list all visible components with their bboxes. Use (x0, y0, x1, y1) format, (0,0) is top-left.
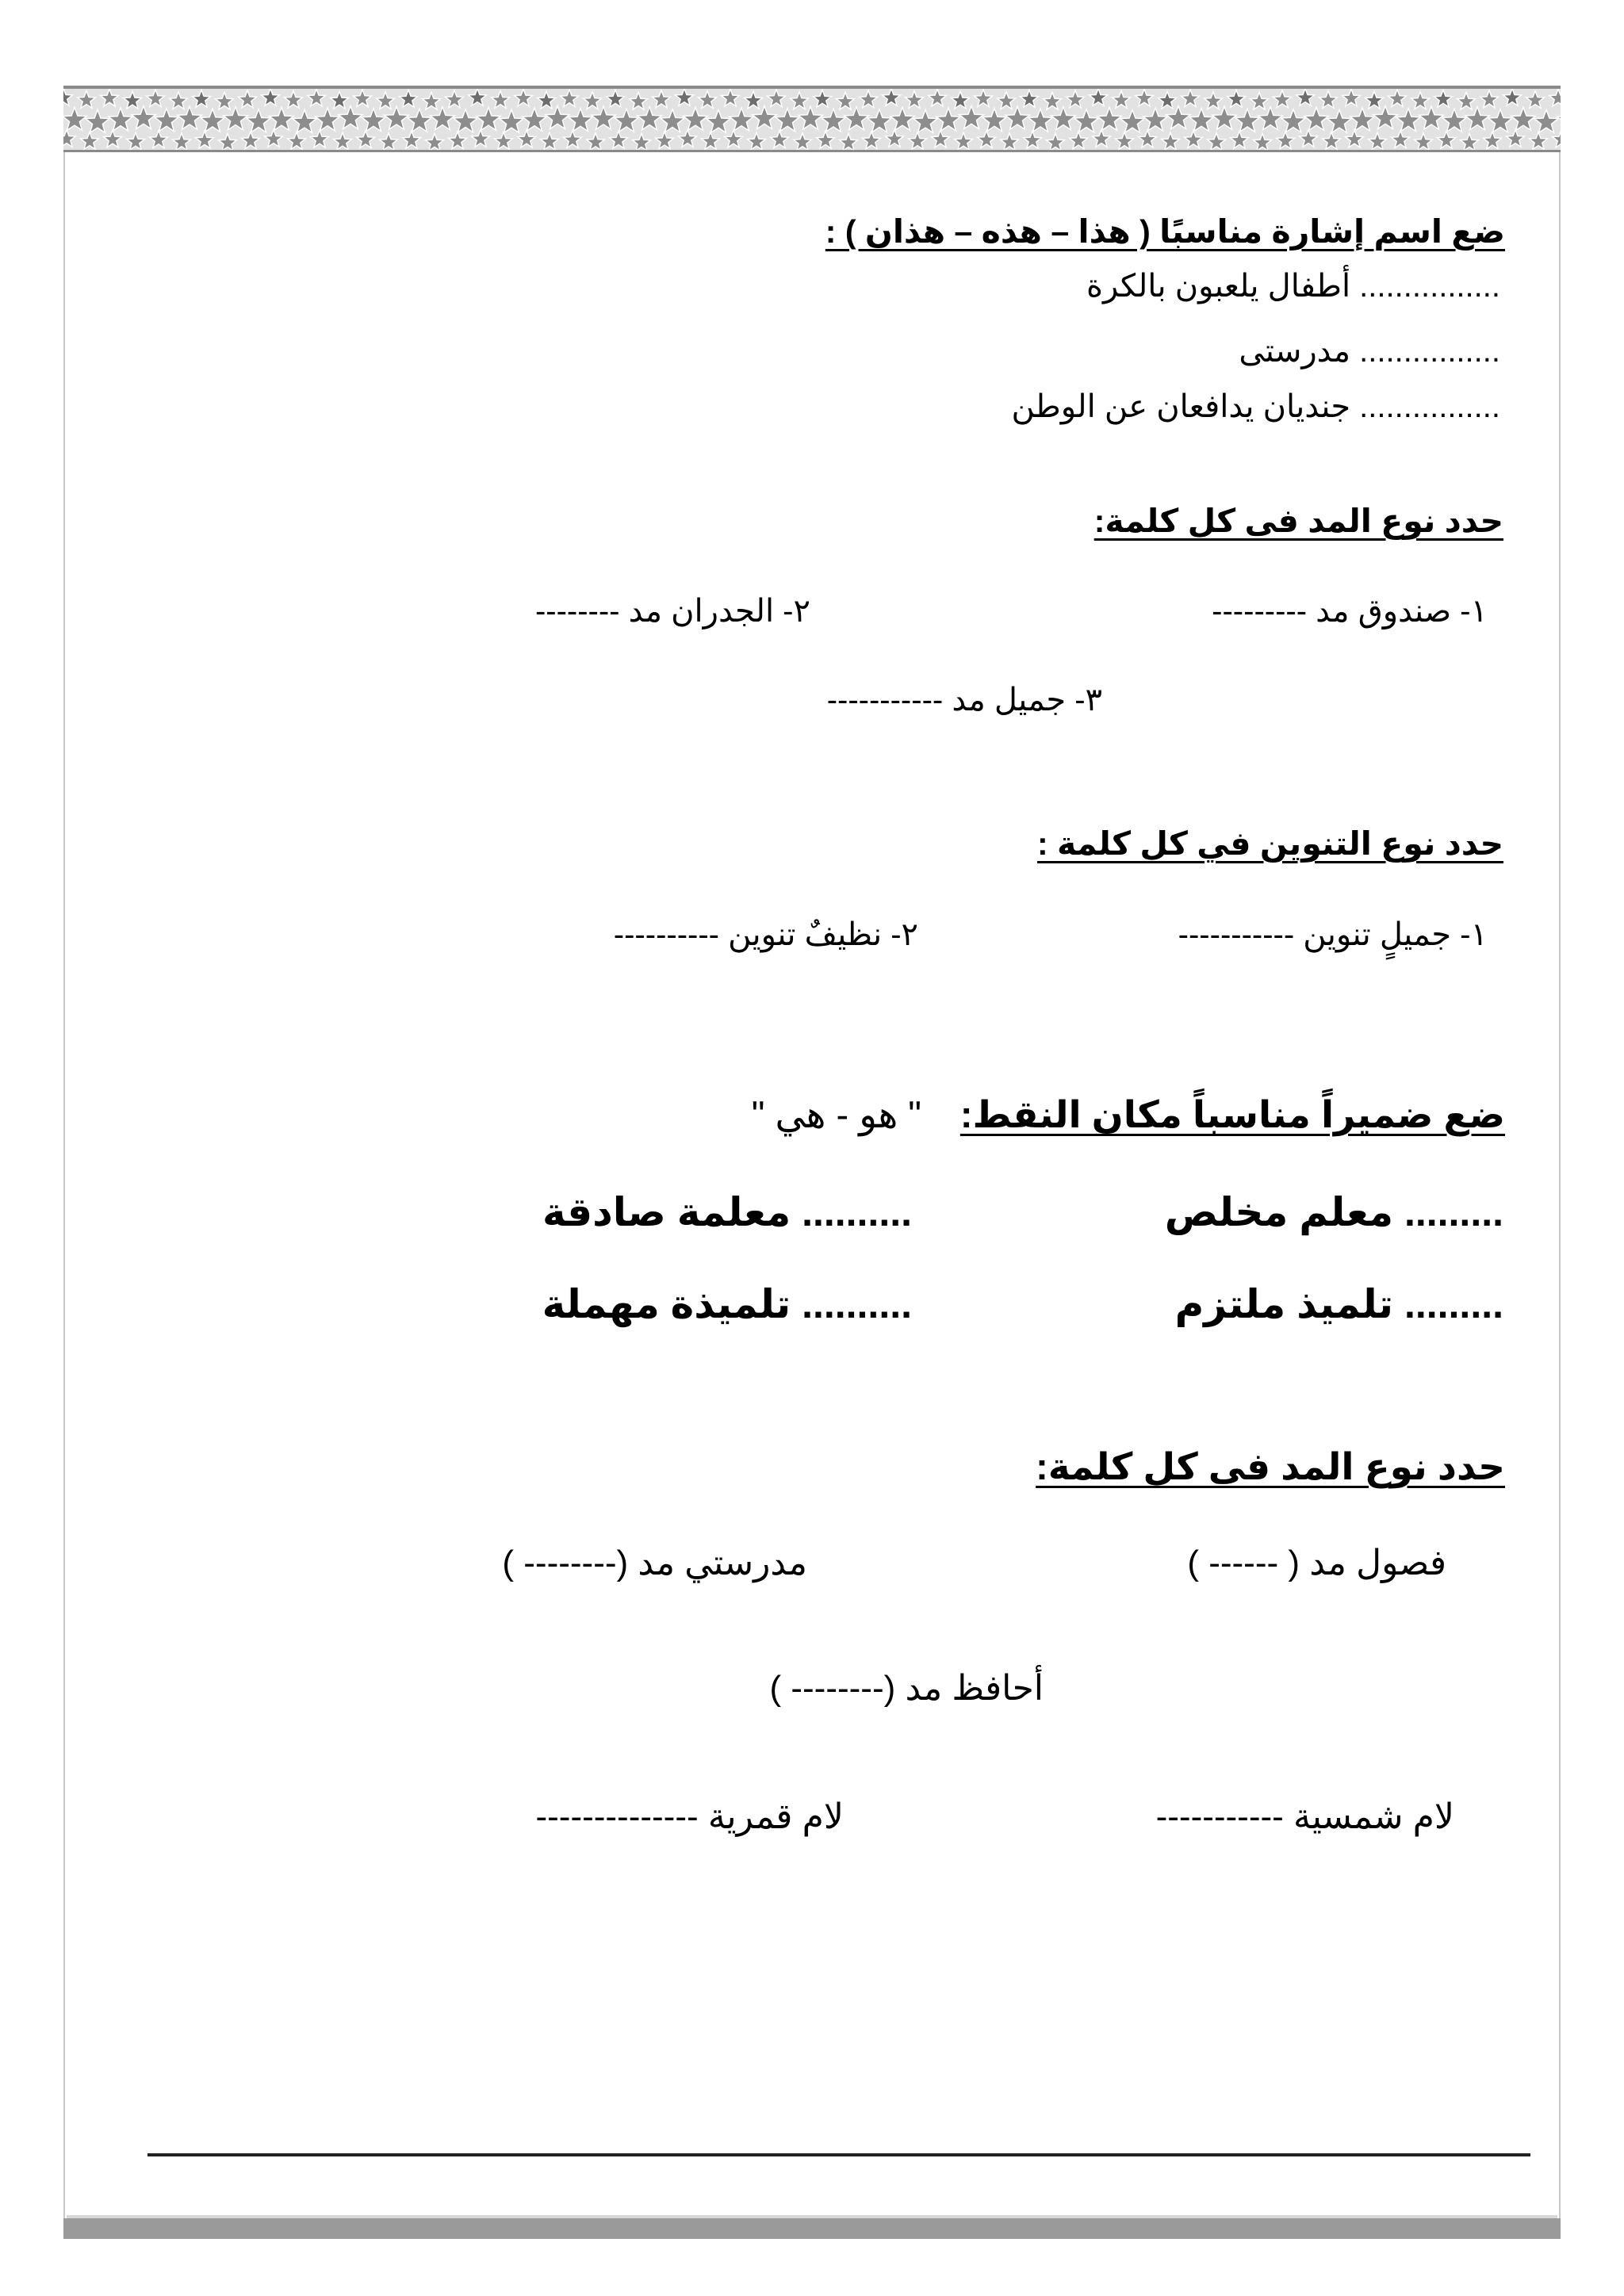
star-icon (385, 106, 408, 129)
star-icon (684, 107, 707, 130)
star-icon (518, 130, 536, 147)
star-icon (242, 132, 260, 149)
star-icon (791, 92, 809, 109)
star-icon (975, 90, 993, 107)
star-icon (541, 132, 559, 150)
star-icon (1438, 131, 1456, 148)
star-icon (1021, 90, 1039, 107)
star-icon (661, 109, 684, 132)
star-icon (403, 131, 421, 148)
star-icon (929, 89, 947, 106)
section4-item-2: .......... معلمة صادقة (542, 1190, 912, 1234)
star-icon (224, 107, 247, 130)
star-icon (178, 106, 201, 129)
star-icon (1300, 130, 1318, 147)
star-icon (1507, 130, 1525, 147)
star-icon (78, 91, 96, 109)
section4-heading: ضع ضميراً مناسباً مكان النقط: (959, 1093, 1505, 1135)
star-icon (1369, 132, 1387, 150)
star-border-band (63, 86, 1561, 152)
section5-heading: حدد نوع المد فى كل كلمة: (1036, 1445, 1505, 1487)
star-icon (886, 130, 904, 147)
star-icon (1044, 92, 1062, 109)
star-icon (891, 107, 914, 130)
star-icon (173, 133, 191, 151)
star-icon (1274, 90, 1292, 108)
star-icon (147, 90, 165, 107)
section1-line-2: ................ مدرستى (1239, 334, 1500, 369)
star-icon (101, 89, 119, 106)
star-icon (515, 89, 533, 106)
star-icon (745, 91, 763, 109)
star-icon (239, 90, 257, 108)
star-icon (523, 108, 546, 131)
star-icon (883, 89, 901, 105)
star-icon (431, 107, 454, 130)
star-icon (592, 106, 615, 129)
footer-band (63, 2218, 1561, 2239)
section1-line-1: ................ أطفال يلعبون بالكرة (1086, 269, 1500, 304)
star-icon (753, 106, 776, 129)
section2-item-3: ٣- جميل مد ----------- (826, 683, 1102, 718)
star-icon (794, 133, 812, 151)
star-icon (63, 89, 72, 105)
star-icon (1342, 89, 1361, 106)
star-icon (1304, 107, 1328, 130)
star-icon (630, 92, 648, 109)
section4-item-4: .......... تلميذة مهملة (542, 1282, 912, 1326)
star-icon (587, 133, 605, 151)
star-icon (469, 89, 487, 105)
star-icon (1392, 131, 1410, 148)
star-icon (1005, 106, 1029, 129)
star-icon (1235, 109, 1259, 132)
section4-options: " هو - هي " (751, 1093, 921, 1135)
star-icon (247, 109, 270, 132)
star-icon (1205, 92, 1223, 109)
star-icon (1251, 92, 1269, 109)
bottom-rule (147, 2153, 1530, 2156)
star-icon (1047, 133, 1065, 151)
star-icon (109, 108, 132, 131)
star-icon (1136, 89, 1154, 106)
star-icon (1051, 107, 1075, 130)
star-icon (1415, 133, 1433, 151)
star-icon (262, 89, 280, 105)
star-icon (86, 109, 109, 132)
star-icon (1396, 109, 1420, 132)
star-icon (638, 107, 661, 130)
star-icon (132, 106, 155, 129)
section3-heading: حدد نوع التنوين في كل كلمة : (1037, 825, 1503, 862)
section1-heading: ضع اسم إشارة مناسبًا ( هذا – هذه – هذان ) : (825, 213, 1505, 250)
star-icon (959, 106, 983, 129)
star-icon (1411, 92, 1430, 109)
star-icon (978, 131, 996, 148)
star-icon (477, 107, 500, 130)
star-icon (814, 90, 832, 107)
star-icon (1350, 108, 1374, 131)
star-icon (423, 92, 441, 109)
star-icon (615, 109, 638, 132)
star-icon (837, 92, 855, 109)
star-icon (446, 90, 464, 108)
star-icon (1434, 90, 1453, 107)
star-icon (1139, 130, 1157, 147)
star-icon (81, 132, 99, 150)
star-icon (906, 91, 924, 109)
star-icon (1208, 133, 1226, 151)
star-icon (339, 106, 362, 129)
star-icon (308, 89, 326, 106)
section3-item-2: ٢- نظيفٌ تنوين ---------- (613, 917, 918, 952)
section4-item-3: ......... تلميذ ملتزم (1174, 1282, 1503, 1326)
star-icon (952, 91, 970, 109)
star-icon (285, 91, 303, 109)
star-icon (334, 132, 352, 150)
star-icon (270, 107, 293, 130)
section5-item-1: فصول مد ( ------ ) (1187, 1544, 1446, 1582)
star-icon (1067, 90, 1085, 108)
star-icon (357, 131, 375, 148)
star-icon (1024, 131, 1042, 148)
star-icon (1074, 109, 1098, 132)
star-icon (1143, 108, 1167, 131)
star-icon (1166, 106, 1190, 129)
star-icon (909, 132, 927, 150)
star-icon (1182, 90, 1200, 107)
star-icon (216, 92, 234, 109)
star-icon (699, 91, 717, 109)
star-icon (610, 131, 628, 148)
star-icon (63, 107, 86, 130)
star-icon (331, 91, 349, 109)
section2-item-1: ١- صندوق مد --------- (1212, 594, 1488, 629)
star-icon (569, 109, 592, 132)
star-icon (998, 92, 1016, 109)
star-icon (725, 130, 743, 147)
star-icon (1346, 130, 1364, 147)
section2-heading: حدد نوع المد فى كل كلمة: (1094, 503, 1503, 539)
star-icon (362, 109, 385, 132)
star-icon (426, 133, 444, 151)
star-icon (1090, 89, 1108, 105)
star-icon (768, 90, 786, 107)
star-icon (955, 132, 973, 150)
star-icon (936, 108, 960, 131)
star-icon (1185, 131, 1203, 148)
star-icon (730, 108, 753, 131)
section2-item-2: ٢- الجدران مد -------- (534, 594, 810, 629)
star-icon (1480, 90, 1499, 108)
star-icon (840, 133, 858, 151)
star-icon (201, 109, 224, 132)
star-icon (354, 90, 372, 107)
star-icon (1511, 107, 1535, 130)
star-icon (1526, 91, 1545, 109)
star-icon (288, 132, 306, 150)
star-icon (1113, 91, 1131, 109)
star-icon (1488, 109, 1512, 132)
star-icon (124, 91, 142, 109)
star-icon (1388, 90, 1407, 107)
star-icon (1258, 107, 1282, 130)
star-icon (1461, 133, 1479, 151)
star-icon (63, 130, 75, 147)
star-icon (1070, 132, 1088, 149)
star-icon (584, 92, 602, 109)
star-icon (702, 132, 720, 150)
star-icon (1534, 109, 1558, 132)
star-icon (1323, 132, 1341, 150)
star-icon (1159, 91, 1177, 109)
star-pattern (63, 89, 1561, 152)
star-icon (1212, 106, 1236, 129)
star-icon (1320, 91, 1338, 109)
star-icon (676, 89, 694, 105)
star-icon (679, 130, 697, 147)
star-icon (1228, 90, 1246, 107)
star-icon (656, 132, 674, 149)
star-icon (150, 131, 168, 148)
star-icon (377, 92, 395, 109)
section5-item-2: مدرستي مد (-------- ) (502, 1544, 807, 1582)
star-icon (265, 130, 283, 147)
star-icon (771, 131, 789, 148)
star-icon (472, 130, 490, 147)
star-icon (1503, 89, 1522, 105)
star-icon (561, 90, 579, 107)
star-icon (914, 109, 937, 132)
star-icon (633, 133, 651, 151)
star-icon (1254, 133, 1272, 151)
section1-line-3: ................ جنديان يدافعان عن الوطن (1011, 389, 1500, 424)
star-icon (1297, 89, 1315, 105)
section5-item-5: لام قمرية -------------- (535, 1797, 844, 1836)
star-icon (196, 131, 214, 148)
star-icon (311, 130, 329, 147)
star-icon (1097, 107, 1121, 130)
star-icon (932, 130, 950, 147)
star-icon (776, 109, 799, 132)
star-icon (863, 132, 881, 149)
star-icon (1001, 133, 1019, 151)
star-icon (748, 132, 766, 150)
section5-item-3: أحافظ مد (-------- ) (769, 1669, 1044, 1708)
star-icon (449, 132, 467, 149)
star-icon (454, 109, 477, 132)
star-icon (722, 89, 740, 106)
star-icon (1028, 109, 1052, 132)
star-icon (1189, 109, 1213, 132)
star-icon (1549, 89, 1561, 106)
star-icon (868, 109, 891, 132)
star-icon (408, 109, 431, 132)
star-icon (538, 91, 556, 109)
star-icon (1231, 131, 1249, 148)
star-icon (1162, 132, 1180, 150)
star-icon (104, 130, 122, 147)
star-icon (492, 91, 510, 109)
star-icon (495, 132, 513, 150)
section5-item-4: لام شمسية ----------- (1155, 1797, 1454, 1836)
section4-item-1: ......... معلم مخلص (1164, 1190, 1503, 1234)
star-icon (1277, 132, 1295, 149)
star-icon (400, 90, 418, 107)
star-icon (1530, 132, 1548, 150)
star-icon (653, 90, 671, 108)
star-icon (193, 90, 211, 107)
star-icon (1365, 91, 1384, 109)
star-icon (500, 109, 523, 132)
star-icon (316, 108, 339, 131)
star-icon (1457, 92, 1476, 109)
star-icon (799, 106, 822, 129)
section3-item-1: ١- جميلٍ تنوين ----------- (1178, 917, 1488, 952)
star-icon (1281, 109, 1305, 132)
star-icon (1373, 106, 1397, 129)
star-icon (170, 92, 188, 109)
star-icon (860, 90, 878, 108)
star-icon (822, 109, 845, 132)
star-icon (380, 133, 398, 151)
star-icon (607, 90, 625, 107)
star-icon (1120, 109, 1144, 132)
star-icon (982, 109, 1006, 132)
star-icon (546, 106, 569, 129)
star-icon (707, 109, 730, 132)
star-icon (127, 132, 145, 150)
star-icon (1465, 107, 1489, 130)
star-icon (845, 107, 868, 130)
star-icon (564, 131, 582, 148)
star-icon (1484, 132, 1502, 149)
star-icon (1327, 109, 1351, 132)
star-icon (1116, 132, 1134, 150)
star-icon (155, 109, 178, 132)
star-icon (219, 133, 237, 151)
star-icon (1093, 130, 1111, 147)
star-icon (293, 109, 316, 132)
star-icon (1419, 106, 1443, 129)
star-icon (1442, 109, 1466, 132)
star-icon (817, 131, 835, 148)
